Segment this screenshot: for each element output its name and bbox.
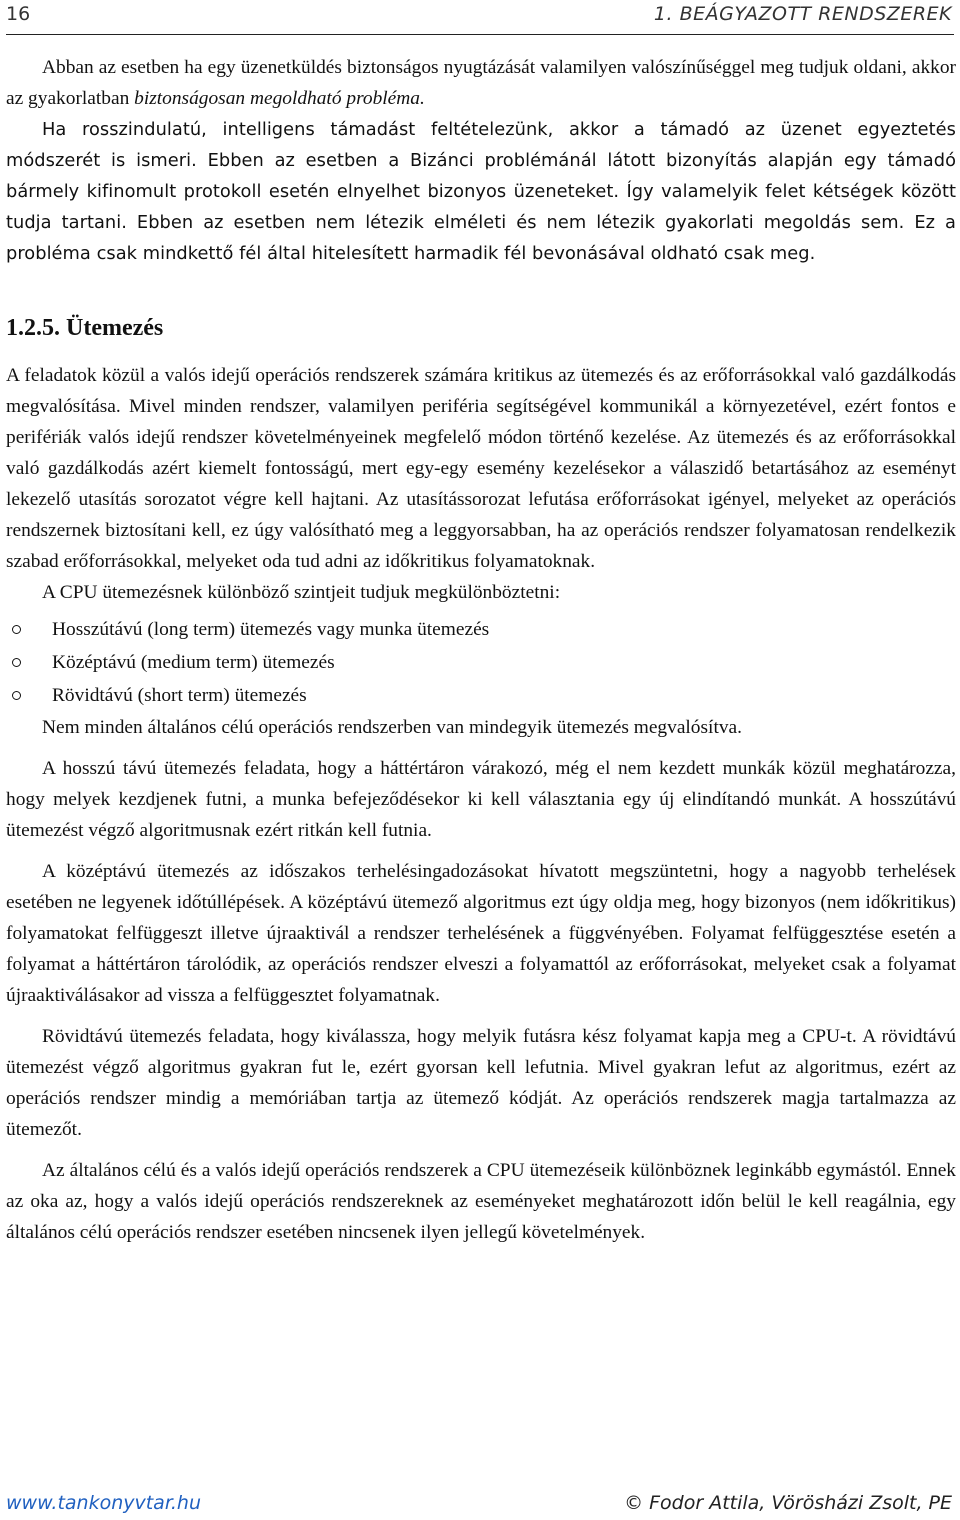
section-heading: 1.2.5. Ütemezés [6,315,164,341]
bullet-icon [12,625,21,634]
website-link[interactable]: www.tankonyvtar.hu [6,1492,202,1514]
bullet-icon [12,658,21,667]
intro-paragraph-2-text-a: Ha rosszindulatú, intelligens támadást feltételezünk, akkor a támadó az üzenet egyeztetés módszerét is ismeri. [6,119,956,171]
section-paragraph-7: Az általános célú és a valós idejű operációs rendszerek a CPU ütemezéseik különböznek leginkább egymástól. Ennek az oka az, hogy a valós idejű operációs rendszereknek az eseményeket meghatározott időn belül le kell reagálnia, egy általános célú operációs rendszer esetében nincsenek ilyen jellegű követelmények. [6,1160,956,1243]
list-item [52,679,956,712]
intro-paragraph-1 [6,52,956,114]
copyright-notice: © Fodor Attila, Vörösházi Zsolt, PE [624,1492,952,1514]
page-header [6,0,954,35]
chapter-title: 1. BEÁGYAZOTT RENDSZEREK [653,3,952,25]
section-paragraph-1: A feladatok közül a valós idejű operációs rendszerek számára kritikus az ütemezés és az erőforrásokkal való gazdálkodás megvalósítása. Mivel minden rendszer, valamilyen periféria segítségével kommunikál a környezetével, ezért fontos e perifériák valós idejű rendszer követelményeinek megfelelő módon történő kezelése. Az ütemezés és az erőforrásokkal való gazdálkodás azért kiemelt fontosságú, mert egy-egy esemény kezelésekor a válaszidő betartásához az eseményt lekezelő utasítás sorozatot végre kell hajtani. Az utasítássorozat lefutása erőforrásokat igényel, melyeket az operációs rendszernek biztosítani kell, ez úgy valósítható meg a leggyorsabban, ha az operációs rendszer folyamatosan rendelkezik szabad erőforrásokkal, melyeket oda tud adni az időkritikus folyamatoknak. [6,365,956,572]
bullet-icon [12,691,21,700]
list-item-text: Középtávú (medium term) ütemezés [52,652,335,673]
list-item-text: Rövidtávú (short term) ütemezés [52,685,307,706]
list-item [52,646,956,679]
section-paragraph-3: Nem minden általános célú operációs rendszerben van mindegyik ütemezés megvalósítva. [42,717,742,738]
intro-paragraph-1-italic: biztonságosan megoldható probléma. [134,88,425,109]
list-item [52,613,956,646]
intro-paragraph-2-text-b: Ebben az esetben a Bizánci problémánál látott bizonyítás alapján egy támadó bármely kifinomult protokoll esetén elnyelhet bizonyos üzeneteket. Így valamelyik felet kétségek között tudja tartani. Ebben az esetben nem létezik elméleti és nem létezik gyakorlati megoldás sem. Ez a probléma csak mindkettő fél által hitelesített harmadik fél bevonásával oldható csak meg. [6,150,957,264]
page-number: 16 [6,3,31,25]
section-paragraph-5: A középtávú ütemezés az időszakos terhelésingadozásokat hívatott megszüntetni, hogy a nagyobb terhelések esetében ne legyenek időtúllépések. A középtávú ütemező algoritmus ezt úgy oldja meg, hogy bizonyos (nem időkritikus) folyamatokat felfüggeszt illetve újraaktivál a rendszer terhelésének a függvényében. Folyamat felfüggesztése esetén a folyamat a háttértáron tárolódik, az operációs rendszer elveszi a folyamattól az erőforrásokat, melyeket csak a folyamat újraaktiválásakor ad vissza a felfüggesztet folyamatnak. [6,861,956,1006]
intro-paragraph-2 [6,114,956,269]
page-footer [6,1492,954,1516]
list-item-text: Hosszútávú (long term) ütemezés vagy munka ütemezés [52,619,490,640]
page-content [6,52,956,1248]
section-paragraph-2: A CPU ütemezésnek különböző szintjeit tudjuk megkülönböztetni: [42,582,561,603]
intro-paragraph-1-text: Abban az esetben ha egy üzenetküldés biztonságos nyugtázását valamilyen valószínűséggel meg tudjuk oldani, akkor az gyakorlatban [6,57,956,109]
section-paragraph-6: Rövidtávú ütemezés feladata, hogy kiválassza, hogy melyik futásra kész folyamat kapja meg a CPU-t. A rövidtávú ütemezést végző algoritmus gyakran fut le, ezért gyorsan kell lefutnia. Mivel gyakran lefut az algoritmus, ezért az operációs rendszer mindig a memóriában tartja az ütemező kódját. Az operációs rendszerek magja tartalmazza az ütemezőt. [6,1026,956,1140]
scheduling-levels-list [6,613,956,712]
section-paragraph-4: A hosszú távú ütemezés feladata, hogy a háttértáron várakozó, még el nem kezdett munkák közül meghatározza, hogy melyek kezdjenek futni, a munka befejeződésekor ki kell választania egy új elindítandó munkát. A hosszútávú ütemezést végző algoritmusnak ezért ritkán kell futnia. [6,758,956,841]
